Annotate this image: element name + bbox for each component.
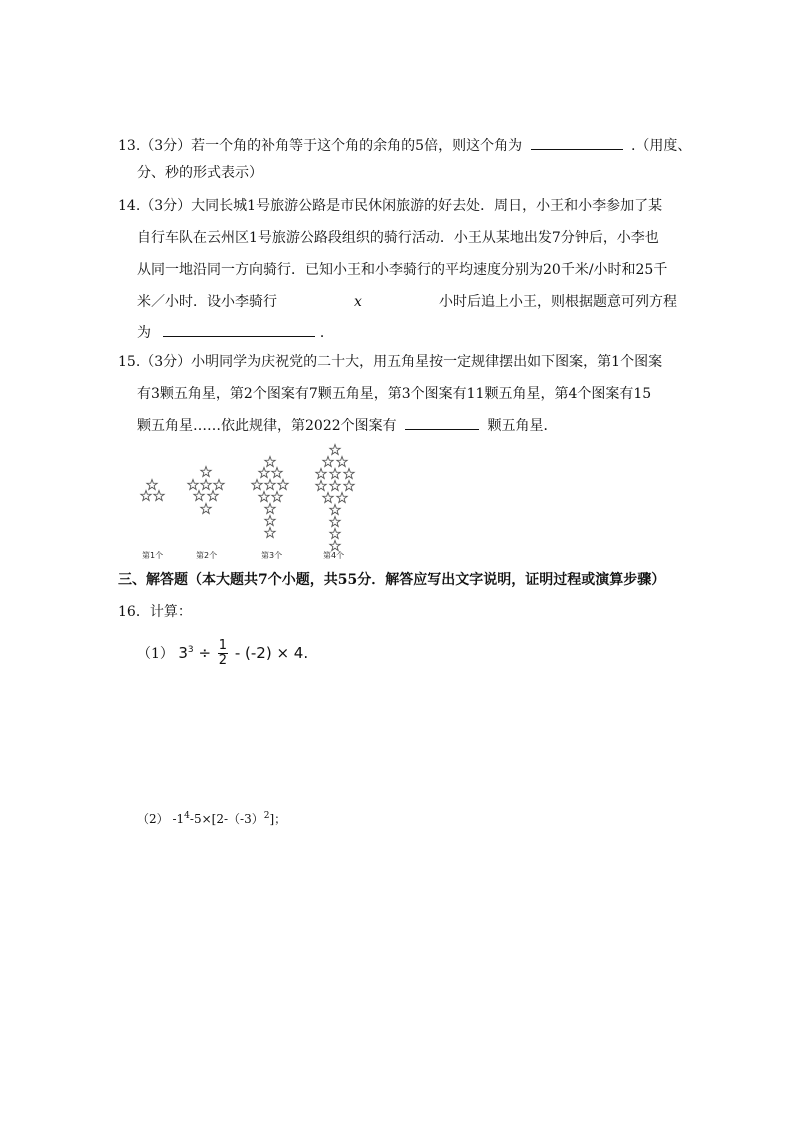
caption-pattern-4: 第4个 [323,551,345,560]
q13-line1 [118,135,691,156]
star-icon [323,493,333,503]
q14-line5-label: 为 [137,325,151,341]
star-icon [214,480,224,490]
q14-line3: 从同一地沿同一方向骑行．已知小王和小李骑行的平均速度分别为20千米/小时和25千 [137,262,668,278]
q16-part1 [137,636,308,668]
star-icon [323,457,333,467]
star-icon [252,480,262,490]
star-icon [330,469,340,479]
fraction [218,639,228,668]
caption-pattern-2: 第2个 [196,551,218,560]
star-icon [330,529,340,539]
star-icon [330,517,340,527]
pattern-1 [141,480,164,501]
q15-answer-blank[interactable] [405,415,479,430]
star-icon [147,480,157,490]
q13-text-after: .（用度、 [630,138,692,154]
q16-part2-label: （2） [137,812,169,826]
star-icon [259,468,269,478]
expression-rest: - (-2) × 4. [234,644,309,662]
pattern-2 [188,467,224,514]
q14-line5-end: ． [319,325,334,341]
star-icon [265,528,275,538]
star-icon [265,504,275,514]
star-icon [201,504,211,514]
star-icon [272,492,282,502]
fraction-numerator: 1 [218,638,228,653]
q16-part2 [137,806,286,829]
q13-answer-blank[interactable] [531,135,623,150]
star-pattern-figure [130,440,370,565]
q14-answer-blank[interactable] [163,322,315,337]
q14-line2: 自行车队在云州区1号旅游公路段组织的骑行活动．小王从某地出发7分钟后，小李也 [137,230,659,246]
power-exponent: 3 [187,645,194,655]
star-icon [272,468,282,478]
star-icon [201,480,211,490]
star-icon [265,457,275,467]
q14-line1: 14.（3分）大同长城1号旅游公路是市民休闲旅游的好去处．周日，小王和小李参加了某 [118,198,663,214]
q14-line4-text-a: 米／小时．设小李骑行 [137,294,277,310]
fraction-denominator: 2 [218,653,228,668]
q16-title: 16．计算： [118,604,192,620]
star-icon [316,481,326,491]
q13-text: 13.（3分）若一个角的补角等于这个角的余角的5倍，则这个角为 [118,138,523,154]
q16-part2-expression [172,812,286,826]
expr-a: -1 [172,812,185,826]
star-icon [278,480,288,490]
pattern-4 [316,445,354,551]
star-icon [265,516,275,526]
star-icon [316,469,326,479]
q16-part1-label: （1） [137,646,174,662]
star-icon [154,491,164,501]
q14-line4-text-b: 小时后追上小王，则根据题意可列方程 [439,294,677,310]
q14-line4 [137,292,677,312]
star-icon [344,469,354,479]
q15-line1: 15.（3分）小明同学为庆祝党的二十大，用五角星按一定规律摆出如下图案，第1个图案 [118,354,663,370]
q15-line3-text-b: 颗五角星． [487,418,558,434]
star-icon [201,467,211,477]
expr-exp1: 4 [184,811,190,821]
star-icon [330,541,340,551]
star-icon [344,481,354,491]
q15-line3-text-a: 颗五角星……依此规律，第2022个图案有 [137,418,397,434]
q15-line3 [137,415,558,436]
star-icon [194,491,204,501]
q13-line2: 分、秒的形式表示） [137,165,263,181]
expr-exp2: 2 [263,811,270,821]
q14-line5 [137,322,334,343]
division-sign: ÷ [198,644,212,662]
star-icon [208,491,218,501]
star-icon [188,480,198,490]
pattern-3 [252,457,288,538]
star-icon [337,457,347,467]
q16-part1-expression [178,638,309,668]
expr-c: ]； [269,812,287,826]
star-icon [141,491,151,501]
q14-variable-x: x [354,294,362,310]
caption-pattern-1: 第1个 [142,551,164,560]
star-icon [265,480,275,490]
star-icon [330,445,340,455]
caption-pattern-3: 第3个 [261,551,283,560]
star-icon [259,492,269,502]
star-icon [330,505,340,515]
section-heading: 三、解答题（本大题共7个小题，共55分．解答应写出文字说明，证明过程或演算步骤） [118,572,666,588]
star-icon [337,493,347,503]
q15-line2: 有3颗五角星，第2个图案有7颗五角星，第3个图案有11颗五角星，第4个图案有15 [137,386,652,402]
star-icon [330,481,340,491]
power-base: 3 [178,644,188,662]
expr-b: -5×[2-（-3） [189,812,264,826]
